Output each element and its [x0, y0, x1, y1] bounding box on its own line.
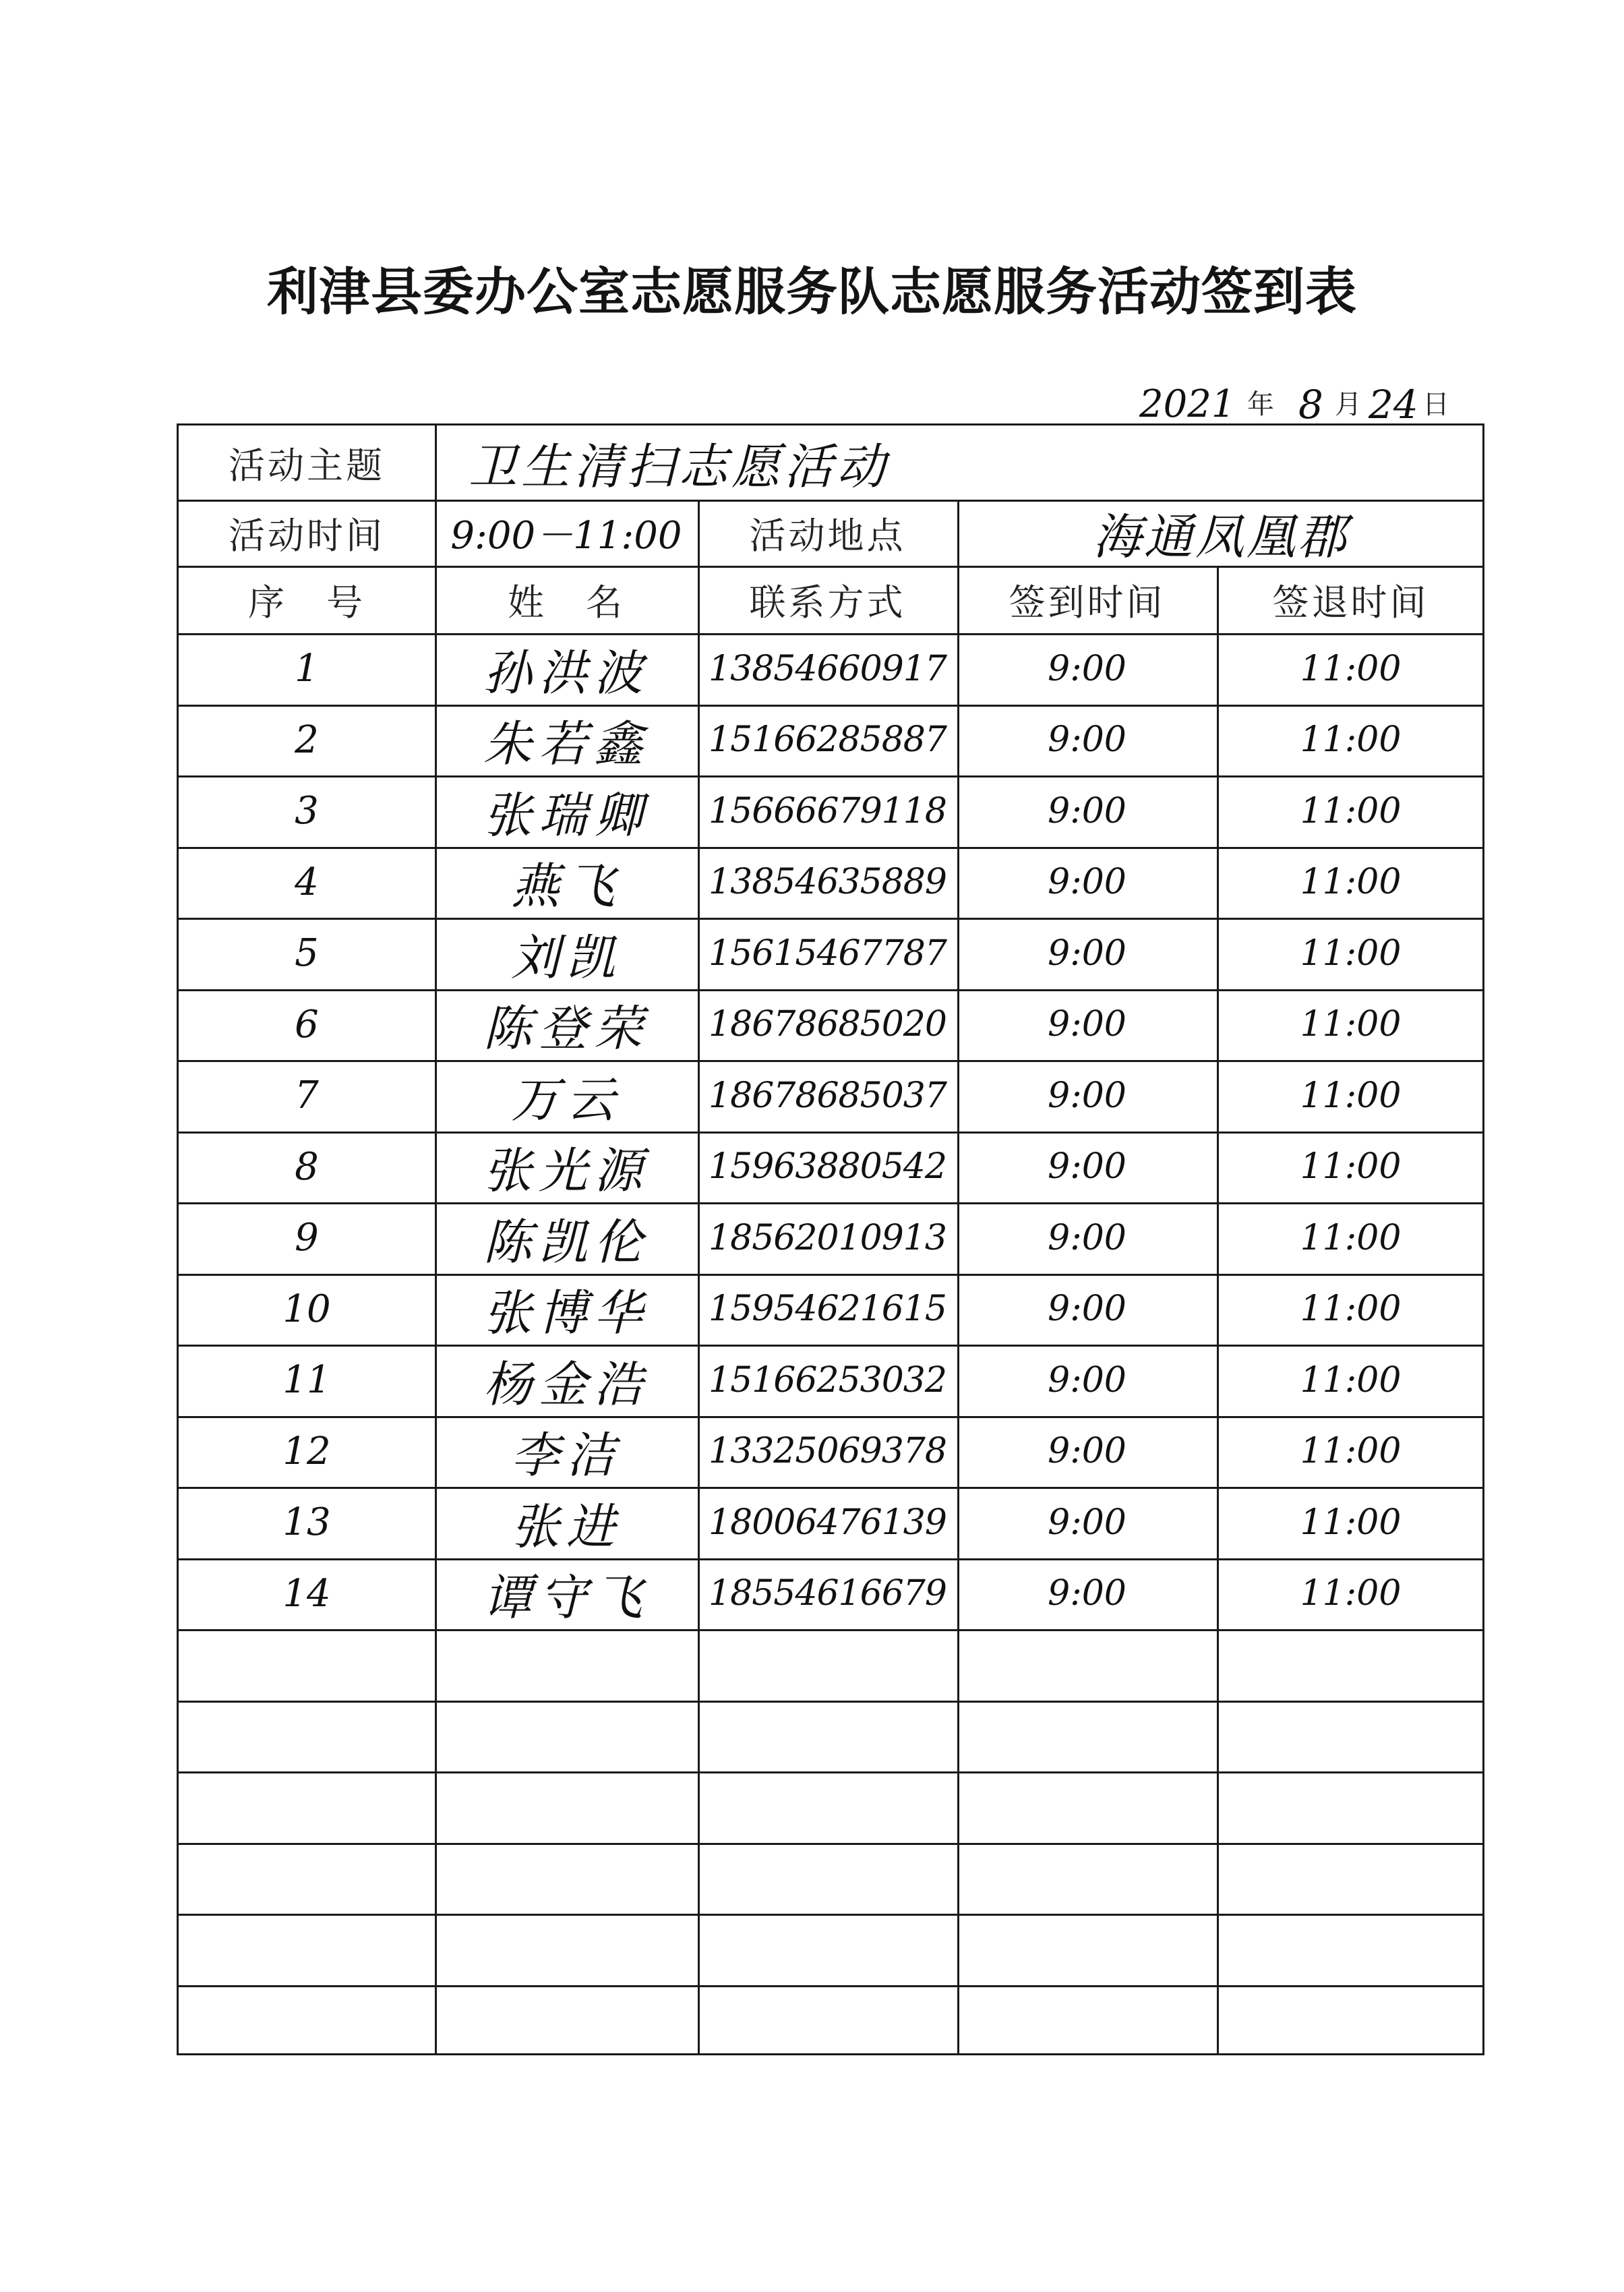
row-name [435, 1985, 698, 2057]
row-phone: 15963880542 [709, 1146, 946, 1187]
row-phone: 18678685020 [709, 1004, 946, 1045]
row-checkout [1217, 1985, 1484, 2057]
row-checkout: 11:00 [1300, 1431, 1402, 1472]
row-checkout: 11:00 [1300, 1502, 1402, 1543]
row-name: 陈登荣 [483, 1000, 649, 1057]
row-seq: 13 [282, 1500, 331, 1545]
table-row [179, 1487, 1484, 1558]
row-phone: 15615467787 [709, 933, 946, 974]
row-name: 李洁 [510, 1427, 622, 1484]
row-seq [179, 1843, 435, 1914]
row-checkout: 11:00 [1300, 1075, 1402, 1116]
row-checkin [957, 1771, 1217, 1843]
time-value: 9:00－11:00 [450, 514, 682, 558]
table-row [179, 1060, 1484, 1132]
table-row [179, 633, 1484, 705]
row-seq [179, 1629, 435, 1701]
row-checkin [957, 1629, 1217, 1701]
row-checkout: 11:00 [1300, 1359, 1402, 1401]
row-checkout: 11:00 [1300, 1146, 1402, 1187]
row-phone: 15166285887 [709, 719, 946, 761]
row-phone: 15954621615 [709, 1289, 946, 1330]
topic-value: 卫生清扫志愿活动 [469, 438, 890, 495]
row-seq: 7 [295, 1074, 319, 1118]
row-name: 张博华 [483, 1285, 649, 1342]
row-seq: 8 [295, 1144, 319, 1189]
table-row [179, 705, 1484, 776]
row-phone [698, 1701, 957, 1772]
header-phone: 联系方式 [749, 581, 906, 624]
row-checkin: 9:00 [1048, 1289, 1126, 1330]
table-row [179, 1345, 1484, 1416]
row-seq: 5 [295, 931, 319, 976]
row-name: 杨金浩 [483, 1355, 649, 1413]
table-row [179, 1416, 1484, 1488]
table-row [179, 1558, 1484, 1630]
date-year-label: 年 [1247, 389, 1274, 420]
table-row [179, 1843, 1484, 1914]
row-name [435, 1701, 698, 1772]
row-phone: 15166253032 [709, 1359, 946, 1401]
row-seq: 14 [282, 1571, 331, 1616]
row-checkout: 11:00 [1300, 862, 1402, 903]
row-name: 孙洪波 [483, 644, 649, 701]
row-seq [179, 1985, 435, 2057]
row-seq: 12 [282, 1429, 331, 1473]
row-seq: 11 [282, 1358, 331, 1403]
form-title: 利津县委办公室志愿服务队志愿服务活动签到表 [267, 262, 1357, 322]
row-checkin: 9:00 [1048, 1075, 1126, 1116]
row-checkout: 11:00 [1300, 1289, 1402, 1330]
row-phone: 18554616679 [709, 1573, 946, 1614]
header-seq: 序 号 [248, 581, 365, 624]
row-checkin: 9:00 [1048, 1217, 1126, 1258]
row-checkin: 9:00 [1048, 933, 1126, 974]
row-checkout [1217, 1771, 1484, 1843]
row-seq: 2 [295, 717, 319, 762]
date-day-label: 日 [1422, 389, 1449, 420]
row-name: 张光源 [483, 1142, 649, 1200]
row-name [435, 1771, 698, 1843]
row-checkout [1217, 1843, 1484, 1914]
row-checkin: 9:00 [1048, 1146, 1126, 1187]
table-row [179, 1914, 1484, 1985]
row-checkin: 9:00 [1048, 1502, 1126, 1543]
row-checkin [957, 1843, 1217, 1914]
row-checkin [957, 1701, 1217, 1772]
row-checkin: 9:00 [1048, 790, 1126, 831]
table-row [179, 1771, 1484, 1843]
row-checkout: 11:00 [1300, 719, 1402, 761]
row-seq: 10 [282, 1287, 331, 1331]
row-checkout: 11:00 [1300, 1573, 1402, 1614]
row-phone: 13325069378 [709, 1431, 946, 1472]
table-row [179, 1701, 1484, 1772]
table-row-rule [179, 500, 1482, 502]
date-month-label: 月 [1335, 389, 1362, 420]
row-seq: 3 [295, 789, 319, 833]
row-checkin: 9:00 [1048, 1431, 1126, 1472]
topic-label: 活动主题 [229, 444, 385, 487]
row-phone [698, 1914, 957, 1985]
row-checkin: 9:00 [1048, 1573, 1126, 1614]
table-row [179, 847, 1484, 918]
row-checkin [957, 1914, 1217, 1985]
row-checkin: 9:00 [1048, 1359, 1126, 1401]
row-seq [179, 1914, 435, 1985]
header-name: 姓 名 [508, 581, 625, 624]
row-name: 朱若鑫 [483, 715, 649, 773]
row-name: 谭守飞 [483, 1569, 649, 1626]
row-phone: 18562010913 [709, 1217, 946, 1258]
row-checkin [957, 1985, 1217, 2057]
table-row [179, 775, 1484, 847]
row-name: 张进 [510, 1498, 622, 1555]
row-phone: 13854635889 [709, 862, 946, 903]
place-label: 活动地点 [749, 514, 906, 557]
row-phone: 13854660917 [709, 648, 946, 689]
row-name: 燕飞 [510, 858, 622, 915]
row-seq: 9 [295, 1216, 319, 1260]
date-day: 24 [1369, 382, 1418, 428]
row-seq: 6 [295, 1002, 319, 1047]
time-label: 活动时间 [229, 514, 385, 557]
row-seq [179, 1771, 435, 1843]
row-checkout: 11:00 [1300, 1217, 1402, 1258]
row-name: 万云 [510, 1071, 622, 1128]
row-name [435, 1914, 698, 1985]
row-phone [698, 1629, 957, 1701]
row-checkin: 9:00 [1048, 1004, 1126, 1045]
table-row [179, 1274, 1484, 1345]
row-seq [179, 1701, 435, 1772]
table-row [179, 1985, 1484, 2057]
row-name [435, 1843, 698, 1914]
table-row [179, 1629, 1484, 1701]
row-name: 张瑞卿 [483, 786, 649, 844]
row-checkout: 11:00 [1300, 790, 1402, 831]
row-phone: 15666679118 [709, 790, 946, 831]
row-phone [698, 1771, 957, 1843]
row-checkout [1217, 1701, 1484, 1772]
header-checkout: 签退时间 [1272, 581, 1429, 624]
table-row [179, 1132, 1484, 1203]
row-checkout: 11:00 [1300, 648, 1402, 689]
table-row [179, 1202, 1484, 1274]
row-phone: 18006476139 [709, 1502, 946, 1543]
row-checkout [1217, 1914, 1484, 1985]
date-month: 8 [1298, 382, 1323, 428]
place-value: 海通凤凰郡 [1092, 508, 1349, 565]
header-checkin: 签到时间 [1009, 581, 1166, 624]
row-name [435, 1629, 698, 1701]
table-row [179, 918, 1484, 989]
row-checkout [1217, 1629, 1484, 1701]
row-phone [698, 1985, 957, 2057]
row-checkin: 9:00 [1048, 862, 1126, 903]
row-name: 陈凯伦 [483, 1213, 649, 1270]
table-row [179, 989, 1484, 1061]
row-checkout: 11:00 [1300, 1004, 1402, 1045]
row-checkin: 9:00 [1048, 648, 1126, 689]
row-checkin: 9:00 [1048, 719, 1126, 761]
date-year: 2021 [1139, 382, 1236, 426]
row-name: 刘凯 [510, 929, 622, 986]
row-seq: 1 [295, 647, 319, 691]
signin-table [177, 423, 1484, 2055]
row-phone: 18678685037 [709, 1075, 946, 1116]
row-phone [698, 1843, 957, 1914]
row-checkout: 11:00 [1300, 933, 1402, 974]
row-seq: 4 [295, 860, 319, 904]
